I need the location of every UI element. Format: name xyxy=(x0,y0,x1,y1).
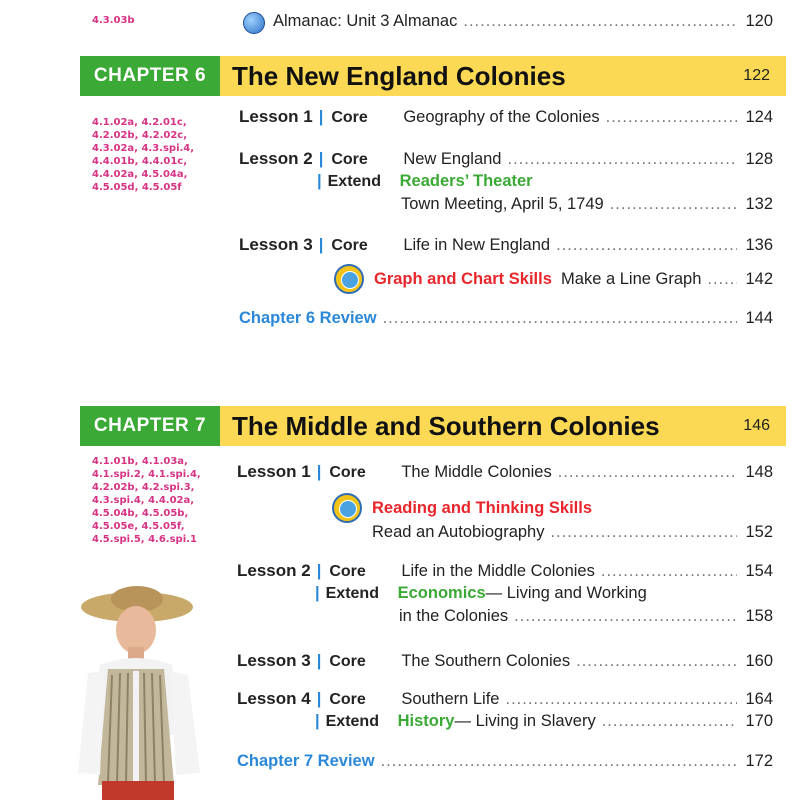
almanac-label: Almanac: xyxy=(273,12,342,30)
ch7-lesson-3[interactable]: Lesson 3 | Core The Southern Colonies ..... 160 xyxy=(237,651,773,671)
almanac-page: 120 xyxy=(745,12,773,30)
skills-badge-icon xyxy=(334,264,364,294)
ch6-skill[interactable]: Graph and Chart Skills Make a Line Graph ..... 142 xyxy=(334,264,773,294)
ch7-lesson-4-extend[interactable]: | Extend History — Living in Slavery ..... 170 xyxy=(315,712,773,731)
chapter-7-tag: CHAPTER 7 xyxy=(80,406,220,446)
ch7-skill[interactable]: Reading and Thinking Skills xyxy=(332,493,773,523)
standards-top: 4.3.03b xyxy=(92,15,135,26)
almanac-entry[interactable] xyxy=(243,12,773,34)
ch6-lesson-1[interactable]: Lesson 1 | Core Geography of the Colonies ..... 124 xyxy=(239,107,773,127)
ch6-lesson-2-extend[interactable]: | Extend Readers’ Theater xyxy=(317,172,533,190)
ch6-review[interactable]: Chapter 6 Review ..... 144 xyxy=(239,309,773,328)
ch6-lesson-3[interactable]: Lesson 3 | Core Life in New England ..... 136 xyxy=(239,235,773,255)
ch7-skill-sub[interactable]: Read an Autobiography ..... 152 xyxy=(372,523,773,542)
readers-theater-link: Readers’ Theater xyxy=(399,172,533,190)
chapter-6-header[interactable] xyxy=(80,56,786,96)
chapter-7-page: 146 xyxy=(743,417,770,434)
chapter-7-title: The Middle and Southern Colonies xyxy=(232,410,660,441)
skills-badge-icon xyxy=(332,493,362,523)
globe-icon xyxy=(243,12,265,34)
chapter-6-standards: 4.1.02a, 4.2.01c, 4.2.02b, 4.2.02c, 4.3.02a, 4.3.spi.4, 4.4.01b, 4.4.01c, 4.4.02a, 4.5.04a, 4.5.05d, 4.5.05f xyxy=(92,117,195,193)
chapter-7-header[interactable] xyxy=(80,406,786,446)
chapter-7-standards: 4.1.01b, 4.1.03a, 4.1.spi.2, 4.1.spi.4, 4.2.02b, 4.2.spi.3, 4.3.spi.4, 4.4.02a, 4.5.04b, 4.5.05b, 4.5.05e, 4.5.05f, 4.5.spi.5, 4.6.spi.1 xyxy=(92,456,201,545)
colonial-boy-photo xyxy=(70,585,210,800)
almanac-title: Unit 3 Almanac xyxy=(346,12,458,30)
ch7-review[interactable]: Chapter 7 Review ..... 172 xyxy=(237,752,773,771)
ch7-lesson-2-extend-sub[interactable]: in the Colonies ..... 158 xyxy=(399,607,773,626)
ch6-lesson-2-extend-sub[interactable]: Town Meeting, April 5, 1749 ..... 132 xyxy=(401,195,773,214)
chapter-6-page: 122 xyxy=(743,67,770,84)
history-link: History xyxy=(397,712,455,730)
chapter-6-title: The New England Colonies xyxy=(232,60,566,91)
ch7-lesson-1[interactable]: Lesson 1 | Core The Middle Colonies ..... 148 xyxy=(237,462,773,482)
economics-link: Economics xyxy=(397,584,486,602)
chapter-6-tag: CHAPTER 6 xyxy=(80,56,220,96)
ch6-lesson-2[interactable]: Lesson 2 | Core New England ..... 128 xyxy=(239,149,773,169)
ch7-lesson-4[interactable]: Lesson 4 | Core Southern Life ..... 164 xyxy=(237,689,773,709)
ch7-lesson-2-extend[interactable]: | Extend Economics — Living and Working xyxy=(315,584,647,602)
ch7-lesson-2[interactable]: Lesson 2 | Core Life in the Middle Colonies ..... 154 xyxy=(237,561,773,581)
